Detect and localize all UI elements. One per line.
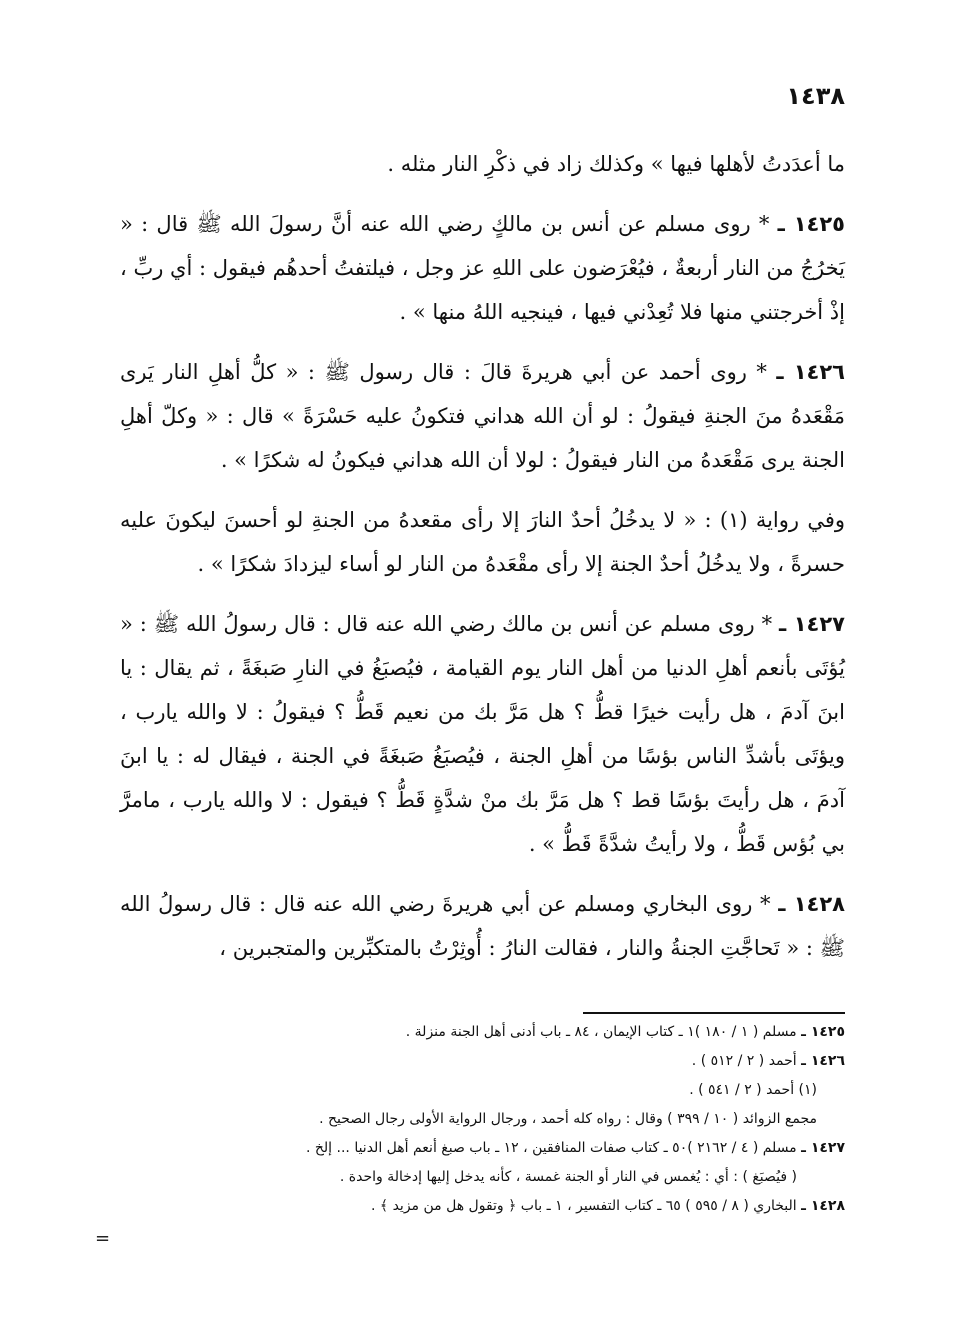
paragraph-text: * روى البخاري ومسلم عن أبي هريرةَ رضي الله عنه قال : قال رسولُ الله ﷺ : « تَحاجَّتِ الجنةُ والنار ، فقالت النارُ : أُوثِرْتُ بالمتكبِّرين والمتجبرين ، — [120, 892, 845, 960]
footnote — [120, 1076, 845, 1105]
footnote-text: مسلم ( ٤ / ٢١٦٢ )٥٠ ـ كتاب صفات المنافقين ، ١٢ ـ باب صبغ أنعم أهل الدنيا ... إلخ . — [305, 1140, 797, 1156]
margin-mark: = — [95, 1228, 111, 1249]
footnote-text: البخاري ( ٨ / ٥٩٥ ) ٦٥ ـ كتاب التفسير ، ١ ـ باب ﴿ وتقول هل من مزيد ﴾ . — [371, 1198, 797, 1214]
footnote-text: مسلم ( ١ / ١٨٠ )١ ـ كتاب الإيمان ، ٨٤ ـ باب أدنى أهل الجنة منزلة . — [405, 1024, 797, 1040]
footnote-text: (١) أحمد ( ٢ / ٥٤١ ) . — [689, 1082, 817, 1098]
paragraph — [120, 498, 845, 586]
footnote-text: أحمد ( ٢ / ٥١٢ ) . — [691, 1053, 797, 1069]
footnotes — [120, 1012, 845, 1221]
footnote-number: ١٤٢٨ ـ — [801, 1198, 845, 1214]
hadith-number: ١٤٢٧ ـ — [778, 612, 845, 636]
footnote — [120, 1018, 845, 1047]
footnote — [120, 1105, 845, 1134]
hadith-number: ١٤٢٦ ـ — [776, 360, 845, 384]
paragraph — [120, 602, 845, 866]
footnote-number: ١٤٢٦ ـ — [801, 1053, 845, 1069]
footnote — [120, 1192, 845, 1221]
footnote — [120, 1047, 845, 1076]
footnote-text: مجمع الزوائد ( ١٠ / ٣٩٩ ) وقال : رواه كله أحمد ، ورجال الرواية الأولى رجال الصحيح . — [319, 1111, 817, 1127]
paragraph — [120, 350, 845, 482]
paragraph-text: وفي رواية (١) : « لا يدخُلُ أحدٌ النارَ إلا رأى مقعدهُ من الجنةِ لو أحسنَ ليكونَ عليه حسرةً ، ولا يدخُلُ أحدٌ الجنة إلا رأى مقْعَدهُ من النار لو أساء ليزدادَ شكرًا » . — [120, 508, 845, 576]
footnote — [120, 1134, 845, 1163]
paragraph-text: * روى أحمد عن أبي هريرةَ قالَ : قال رسول ﷺ : « كلُّ أهلِ النار يَرى مَقْعَدهُ منَ الجنةِ فيقولُ : لو أن الله هداني فتكونُ عليه حَسْرَةً » قال : « وكلّ أهلِ الجنة يرى مَقْعَدهُ من النار فيقولُ : لولا أن الله هداني فيكونُ له شكرًا » . — [120, 360, 845, 472]
page-number: ١٤٣٨ — [786, 82, 845, 110]
footnote — [120, 1163, 845, 1192]
hadith-number: ١٤٢٨ ـ — [778, 892, 845, 916]
main-text — [120, 142, 845, 986]
paragraph-text: * روى مسلم عن أنس بن مالكٍ رضي الله عنه أنَّ رسولَ الله ﷺ قال : « يَخرُجُ من النار أربعةٌ ، فيُعْرَضون على اللهِ عز وجل ، فيلتفتُ أحدهُم فيقول : أي ربِّ ، إذْ أخرجتني منها فلا تُعِدْني فيها ، فينجيه اللهُ منها » . — [120, 212, 845, 324]
paragraph — [120, 882, 845, 970]
paragraph-text: * روى مسلم عن أنس بن مالك رضي الله عنه قال : قال رسولُ الله ﷺ : « يُؤتَى بأنعم أهلِ الدنيا من أهل النار يوم القيامة ، فيُصبَغُ في النارِ صَبغَةً ، ثم يقال : يا ابنَ آدمَ ، هل رأيت خيرًا قطُّ ؟ هل مَرَّ بك من نعيم قَطُّ ؟ فيقولُ : لا والله يارب ، ويؤتَى بأشدِّ الناس بؤسًا من أهلِ الجنة ، فيُصبَغُ صَبغَةً في الجنة ، فيقال له : يا ابنَ آدمَ ، هل رأيتَ بؤسًا قط ؟ هل مَرَّ بك منْ شدَّةٍ قَطُّ ؟ فيقول : لا والله يارب ، مامرَّ بي بُؤس قَطُّ ، ولا رأيتُ شدَّةً قَطُّ » . — [120, 612, 845, 856]
paragraph — [120, 202, 845, 334]
hadith-number: ١٤٢٥ ـ — [777, 212, 845, 236]
paragraph — [120, 142, 845, 186]
footnote-number: ١٤٢٧ ـ — [801, 1140, 845, 1156]
footnote-text: ( فيُصبَغ ) : أي : يُغمس في النار أو الجنة غمسة ، كأنه يدخل إليها إدخالة واحدة . — [339, 1169, 797, 1185]
paragraph-text: ما أعدَدتُ لأهلها فيها » وكذلك زاد في ذكْرِ النار مثله . — [387, 152, 845, 176]
footnote-divider — [583, 1012, 845, 1014]
footnote-number: ١٤٢٥ ـ — [801, 1024, 845, 1040]
